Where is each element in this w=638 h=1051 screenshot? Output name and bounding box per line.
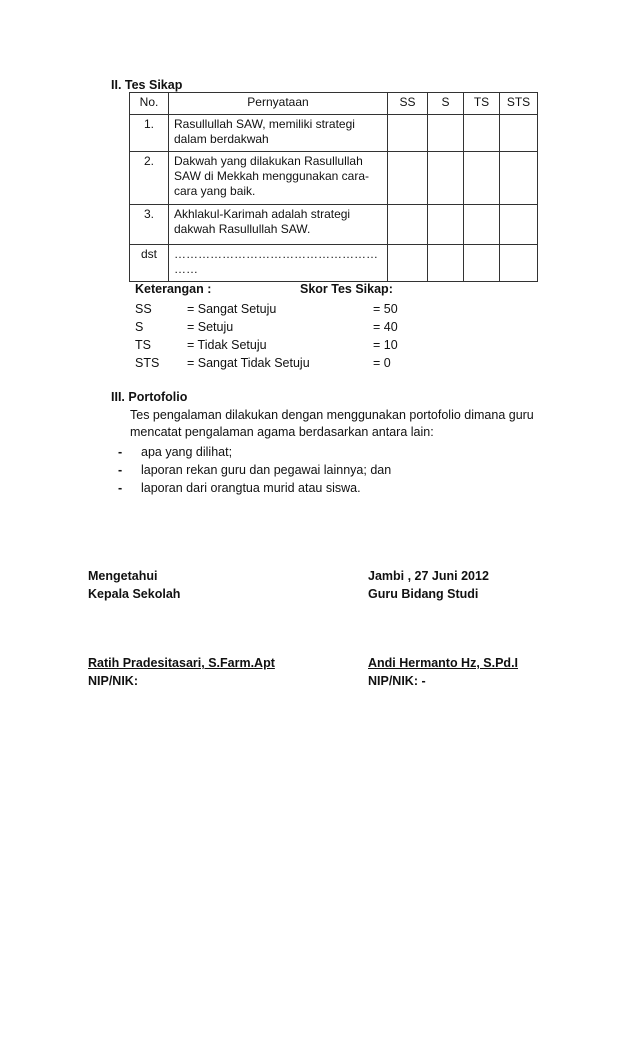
answer-cell-ts[interactable] xyxy=(464,245,500,282)
table-header-row xyxy=(130,93,538,115)
tes-sikap-table xyxy=(129,92,538,282)
answer-cell-ss[interactable] xyxy=(388,205,428,245)
answer-cell-ts[interactable] xyxy=(464,205,500,245)
answer-cell-s[interactable] xyxy=(428,115,464,152)
statement-line: Akhlakul-Karimah adalah strategi xyxy=(174,207,351,221)
statement-line: SAW di Mekkah menggunakan cara- xyxy=(174,169,369,183)
legend-score: = 40 xyxy=(373,320,398,334)
answer-cell-ss[interactable] xyxy=(388,115,428,152)
answer-cell-ts[interactable] xyxy=(464,115,500,152)
legend-score: = 0 xyxy=(373,356,391,370)
bullet-dash: - xyxy=(118,481,123,495)
statement-line: Rasullullah SAW, memiliki strategi xyxy=(174,117,355,131)
signature-left-line2: Kepala Sekolah xyxy=(88,587,181,601)
signature-left-name: Ratih Pradesitasari, S.Farm.Apt xyxy=(88,656,275,670)
section-title-portofolio: III. Portofolio xyxy=(111,390,188,404)
table-row xyxy=(130,245,538,282)
legend-score: = 10 xyxy=(373,338,398,352)
answer-cell-s[interactable] xyxy=(428,205,464,245)
table-row xyxy=(130,205,538,245)
signature-right-line1: Jambi , 27 Juni 2012 xyxy=(368,569,489,583)
legend-code: TS xyxy=(135,338,151,352)
header-s: S xyxy=(428,93,464,115)
table-row xyxy=(130,115,538,152)
row-number: 1. xyxy=(130,115,169,152)
legend-meaning: = Setuju xyxy=(187,320,234,334)
signature-right-nip: NIP/NIK: - xyxy=(368,674,426,688)
answer-cell-s[interactable] xyxy=(428,152,464,205)
answer-cell-sts[interactable] xyxy=(500,152,538,205)
signature-right-name: Andi Hermanto Hz, S.Pd.I xyxy=(368,656,519,670)
signature-left-line1: Mengetahui xyxy=(88,569,158,583)
signature-right-line2: Guru Bidang Studi xyxy=(368,587,479,601)
answer-cell-ts[interactable] xyxy=(464,152,500,205)
answer-cell-ss[interactable] xyxy=(388,245,428,282)
answer-cell-sts[interactable] xyxy=(500,205,538,245)
legend-meaning: = Tidak Setuju xyxy=(187,338,267,352)
statement-line: Dakwah yang dilakukan Rasullullah xyxy=(174,154,363,168)
header-ts: TS xyxy=(464,93,500,115)
section-title-tes-sikap: II. Tes Sikap xyxy=(111,78,183,92)
statement-line: dalam berdakwah xyxy=(174,132,269,146)
row-number: 3. xyxy=(130,205,169,245)
legend-meaning: = Sangat Tidak Setuju xyxy=(187,356,310,370)
answer-cell-ss[interactable] xyxy=(388,152,428,205)
header-ss: SS xyxy=(388,93,428,115)
list-item-text: apa yang dilihat; xyxy=(141,445,233,459)
portofolio-paragraph-line: mencatat pengalaman agama berdasarkan antara lain: xyxy=(130,425,434,439)
skor-label: Skor Tes Sikap: xyxy=(300,282,393,296)
statement-cell xyxy=(169,205,388,245)
legend-code: S xyxy=(135,320,144,334)
legend-code: SS xyxy=(135,302,152,316)
row-number: dst xyxy=(130,245,169,282)
answer-cell-sts[interactable] xyxy=(500,245,538,282)
list-item-text: laporan rekan guru dan pegawai lainnya; dan xyxy=(141,463,392,477)
portofolio-paragraph-line: Tes pengalaman dilakukan dengan menggunakan portofolio dimana guru xyxy=(130,408,534,422)
legend-meaning: = Sangat Setuju xyxy=(187,302,277,316)
statement-line: cara yang baik. xyxy=(174,184,256,198)
bullet-dash: - xyxy=(118,463,123,477)
header-no: No. xyxy=(130,93,169,115)
bullet-dash: - xyxy=(118,445,123,459)
answer-cell-s[interactable] xyxy=(428,245,464,282)
statement-cell xyxy=(169,115,388,152)
keterangan-label: Keterangan : xyxy=(135,282,212,296)
list-item-text: laporan dari orangtua murid atau siswa. xyxy=(141,481,361,495)
row-number: 2. xyxy=(130,152,169,205)
statement-line: …………………………………………… xyxy=(174,247,378,261)
answer-cell-sts[interactable] xyxy=(500,115,538,152)
legend-code: STS xyxy=(135,356,160,370)
statement-line: dakwah Rasullullah SAW. xyxy=(174,222,311,236)
legend-score: = 50 xyxy=(373,302,398,316)
statement-cell xyxy=(169,245,388,282)
table-row xyxy=(130,152,538,205)
signature-left-nip: NIP/NIK: xyxy=(88,674,138,688)
statement-line: …… xyxy=(174,262,198,276)
header-pernyataan: Pernyataan xyxy=(169,93,388,115)
statement-cell xyxy=(169,152,388,205)
header-sts: STS xyxy=(500,93,538,115)
